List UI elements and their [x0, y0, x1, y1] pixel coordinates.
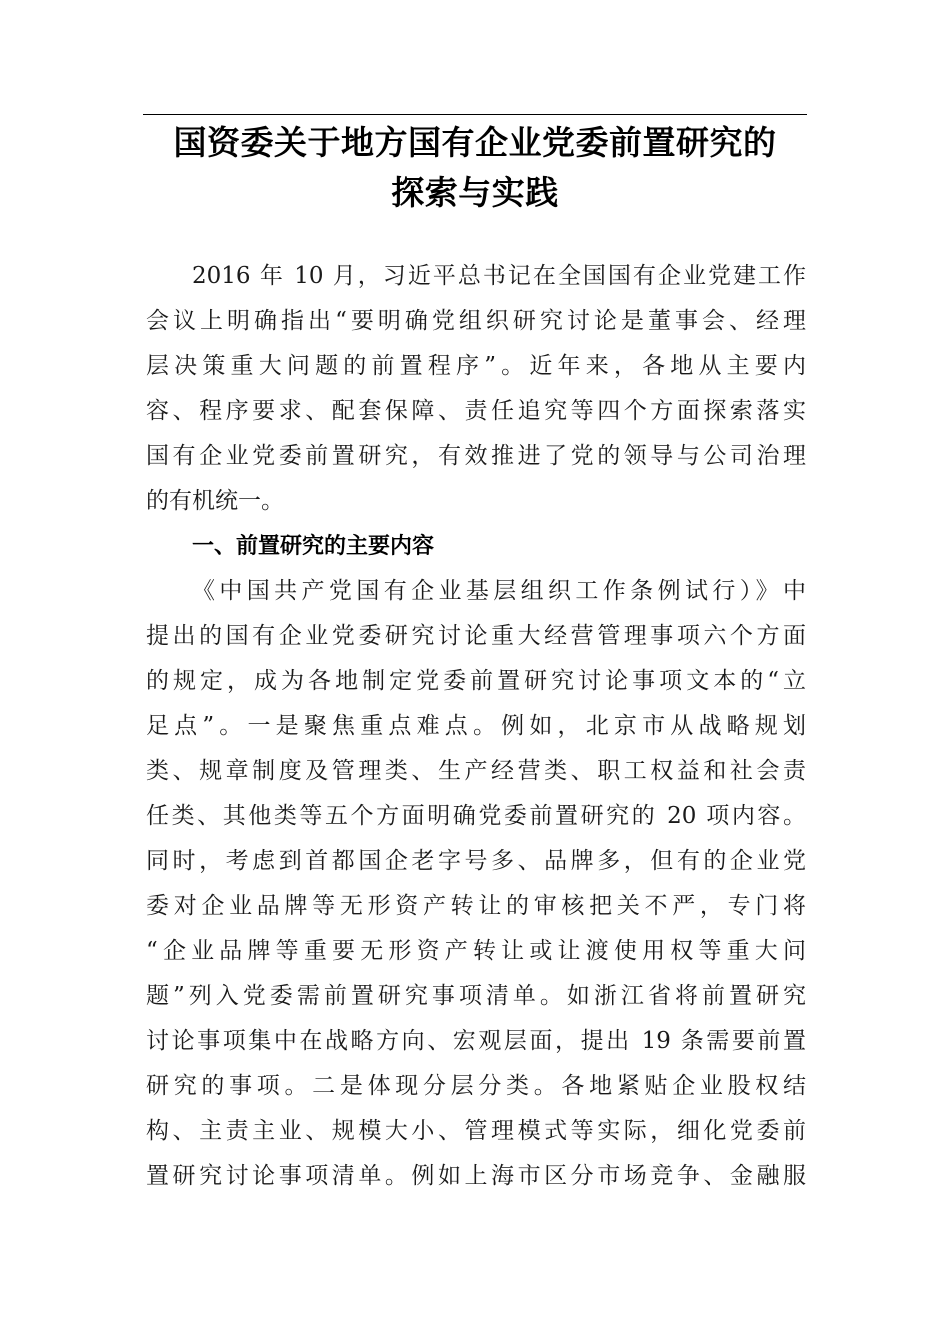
text-line: 2016 年 10 月，习近平总书记在全国国有企业党建工作	[192, 263, 806, 289]
text-line: 委对企业品牌等无形资产转让的审核把关不严，专门将	[146, 893, 806, 919]
title-line-1: 国资委关于地方国有企业党委前置研究的	[173, 123, 777, 162]
title-line-2: 探索与实践	[391, 173, 559, 212]
text-line: 构、主责主业、规模大小、管理模式等实际，细化党委前	[146, 1118, 806, 1144]
text-line: 的有机统一。	[146, 488, 284, 514]
text-line: 提出的国有企业党委研究讨论重大经营管理事项六个方面	[146, 623, 806, 649]
text-line: 研究的事项。二是体现分层分类。各地紧贴企业股权结	[146, 1073, 806, 1099]
text-line: 类、规章制度及管理类、生产经营类、职工权益和社会责	[146, 758, 806, 784]
text-line: 同时，考虑到首都国企老字号多、品牌多，但有的企业党	[146, 848, 806, 874]
text-line: 国有企业党委前置研究，有效推进了党的领导与公司治理	[146, 443, 806, 469]
document-body	[146, 254, 806, 1199]
text-line: 讨论事项集中在战略方向、宏观层面，提出 19 条需要前置	[146, 1028, 806, 1054]
document-title	[143, 118, 807, 218]
text-line: 容、程序要求、配套保障、责任追究等四个方面探索落实	[146, 398, 806, 424]
text-line: 的规定，成为各地制定党委前置研究讨论事项文本的“立	[146, 668, 806, 694]
header-rule	[143, 114, 807, 115]
text-line: 足点”。一是聚焦重点难点。例如，北京市从战略规划	[146, 713, 806, 739]
text-line: 题”列入党委需前置研究事项清单。如浙江省将前置研究	[146, 983, 806, 1009]
paragraph-main-content	[146, 569, 806, 1199]
text-line: “企业品牌等重要无形资产转让或让渡使用权等重大问	[146, 938, 806, 964]
text-line: 会议上明确指出“要明确党组织研究讨论是董事会、经理	[146, 308, 806, 334]
section-heading: 一、前置研究的主要内容	[192, 534, 435, 559]
text-line: 置研究讨论事项清单。例如上海市区分市场竞争、金融服	[146, 1163, 806, 1189]
text-line: 《中国共产党国有企业基层组织工作条例试行）》中	[192, 578, 806, 604]
text-line: 任类、其他类等五个方面明确党委前置研究的 20 项内容。	[146, 803, 806, 829]
paragraph-intro	[146, 254, 806, 524]
text-line: 层决策重大问题的前置程序”。近年来，各地从主要内	[146, 353, 806, 379]
